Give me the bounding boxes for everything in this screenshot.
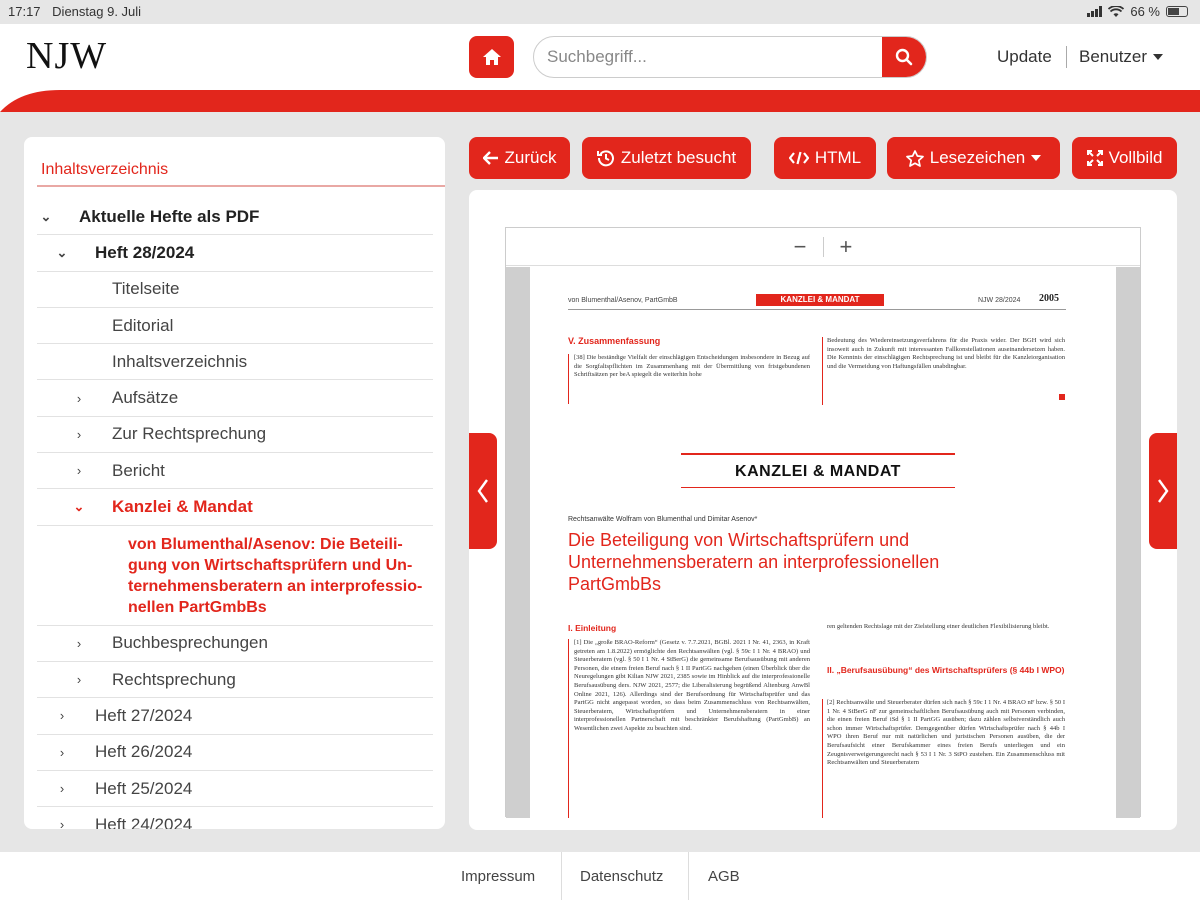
column-rule [822, 337, 823, 405]
paragraph-rule [568, 354, 569, 404]
toc-item-inhaltsverzeichnis[interactable] [37, 344, 433, 380]
search-button[interactable] [882, 37, 926, 77]
toc-item-heft-26[interactable] [37, 735, 433, 771]
paragraph-38: [38] Die beständige Vielfalt der einschlägigen Entscheidungen insbesondere in Bezug auf die Sorgfaltspflichten im Zusammenhang mit der Übermittlung von fristgebundenen Schriftsätzen per beA spiegelt die weiterhin hohe [574, 354, 810, 379]
caret-down-icon [1031, 155, 1041, 161]
wifi-icon [1108, 6, 1124, 18]
paragraph-38-continued: Bedeutung des Wiedereinsetzungsverfahrens für die Praxis wider. Der BGH wird sich insoweit auch in Zukunft mit interessanten Fallkonstellationen auseinandersetzen haben. Die Kenntnis der einschlägigen Rechtsprechung ist und bleibt für die Kanzleiorganisation und die Vermeidung von Haftungsfällen unabdingbar. [827, 337, 1065, 370]
pdf-page[interactable] [530, 267, 1116, 818]
chevron-right-icon: › [76, 635, 82, 651]
toc-item-heft-25[interactable] [37, 771, 433, 807]
user-menu-label: Benutzer [1079, 47, 1148, 66]
expand-icon [1087, 150, 1103, 166]
toc-tree [37, 199, 433, 829]
next-page-button[interactable] [1149, 433, 1177, 549]
code-icon [789, 151, 809, 165]
toc-item-label: Heft 24/2024 [95, 814, 193, 829]
chevron-down-icon: ⌄ [73, 499, 85, 515]
article-title: Die Beteiligung von Wirtschaftsprüfern und Unternehmensberatern an interprofessionellen PartGmbBs [568, 530, 940, 594]
toc-item-label: Aufsätze [112, 388, 179, 408]
home-button[interactable] [469, 36, 514, 78]
recent-button[interactable] [582, 137, 751, 179]
page-number: 2005 [1039, 293, 1059, 304]
chevron-down-icon: ⌄ [56, 244, 68, 260]
header-divider [1066, 46, 1067, 68]
chevron-right-icon [1157, 478, 1169, 504]
toc-item-label: Heft 27/2024 [95, 705, 193, 725]
status-time: 17:17 [8, 4, 41, 19]
rubric-title: KANZLEI & MANDAT [735, 463, 901, 480]
paragraph-1-continued: ren geltenden Rechtslage mit der Zielstellung einer deutlichen Flexibilisierung bleibt. [827, 623, 1050, 630]
pdf-gutter-left [506, 267, 530, 818]
toc-item-current-article[interactable] [37, 526, 433, 626]
bookmarks-button[interactable] [887, 137, 1060, 179]
toc-item-label: Editorial [112, 315, 174, 335]
zoom-divider [823, 237, 824, 257]
chevron-right-icon: › [76, 426, 82, 442]
signal-icon [1087, 6, 1102, 17]
back-button[interactable] [469, 137, 570, 179]
fullscreen-button[interactable] [1072, 137, 1177, 179]
paragraph-2: [2] Rechtsanwälte und Steuerberater dürfen sich nach § 59c I 1 Nr. 4 BRAO nF bzw. § 50 I 1 Nr. 4 StBerG nF zur gemeinschaftlichen Berufsausübung auch mit Personen verbinden, die einen freien Beruf iSd § 1 II PartGG ausüben; dazu zählen selbstverständlich auch schon immer Wirtschaftsprüfer. Demgegenüber dürfen Wirtschaftsprüfer nach § 44b I WPO ihren Beruf nur mit natürlichen und juristischen Personen ausüben, die der Berufsaufsicht einer Berufskammer eines freien Berufs unterliegen und ein Zeugnisverweigerungsrecht nach § 53 I 1 Nr. 3 StPO zustehen. Ein Zusammenschluss mit Rechtsanwälten und Steuerberatern [827, 699, 1065, 767]
running-head-left: von Blumenthal/Asenov, PartGmbB [568, 297, 678, 304]
toc-item-label: Bericht [112, 460, 165, 480]
history-icon [597, 149, 615, 167]
app-header [0, 24, 1200, 92]
section-heading-1: I. Einleitung [568, 623, 617, 633]
toc-item-label: Aktuelle Hefte als PDF [79, 206, 260, 226]
end-mark [1059, 394, 1065, 400]
rubric-rule-top [681, 453, 955, 455]
toc-item-bericht[interactable] [37, 453, 433, 489]
status-bar [0, 0, 1200, 24]
zoom-bar [506, 228, 1140, 266]
toc-title: Inhaltsverzeichnis [41, 161, 169, 178]
toc-item-label: von Blumenthal/Asenov: Die Beteili-gung von Wirtschaftsprüfern und Un-ternehmensberatern an interprofessio-nellen PartGmbBs [128, 535, 423, 616]
footer-link-datenschutz[interactable]: Datenschutz [580, 868, 664, 885]
toc-item-label: Titelseite [112, 279, 180, 299]
back-button-label: Zurück [504, 148, 557, 167]
pdf-frame [505, 227, 1141, 817]
bookmarks-button-label: Lesezeichen [929, 148, 1026, 167]
chevron-right-icon: › [76, 463, 82, 479]
search-input[interactable] [534, 37, 884, 77]
footer-link-impressum[interactable]: Impressum [461, 868, 536, 885]
toc-item-label: Heft 28/2024 [95, 242, 195, 262]
star-icon [906, 150, 924, 167]
footer-link-agb[interactable]: AGB [708, 868, 740, 885]
toc-item-label: Heft 26/2024 [95, 742, 193, 762]
section-heading-v: V. Zusammenfassung [568, 336, 661, 346]
paragraph-1: [1] Die „große BRAO-Reform“ (Gesetz v. 7.7.2021, BGBl. 2021 I Nr. 41, 2363, in Kraft getreten am 1.8.2022) ermöglichte den Rechtsanwälten (vgl. § 59c I 1 Nr. 4 BRAO) und Steuerberatern (vgl. § 50 I 1 Nr. 4 StBerG) die gemeinsame Berufsausübung mit anderen Personen, die einem freien Beruf nach § 1 II PartGG nachgehen (einen Überblick über die Neuregelungen gibt Kilian NJW 2021, 2385 sowie im Hinblick auf die interprofessionelle Berufsausübung ders. NJW 2021, 2577; die Liberalisierung begrüßend Altenburg AnwBl Online 2021, 126). Allerdings sind der Berufsordnung für Wirtschaftsprüfer und das PartGG nicht angepasst worden, so dass beim Zusammenschluss von Rechtsanwälten, Steuerberatern, Wirtschaftsprüfern und Unternehmensberatern in einer interprofessionellen Partnerschaft mit beschränkter Berufshaftung (PartGmbB) an Wesentlichen zwei Aspekte zu beachten sind. [574, 639, 810, 732]
user-menu[interactable] [1079, 47, 1163, 67]
paragraph-rule [822, 699, 823, 818]
article-authors: Rechtsanwälte Wolfram von Blumenthal und Dimitar Asenov* [568, 516, 758, 523]
toc-item-heft-28[interactable] [37, 235, 433, 271]
footer [0, 852, 1200, 900]
status-date: Dienstag 9. Juli [52, 4, 142, 19]
toc-item-rechtsprechung[interactable] [37, 662, 433, 698]
toc-item-label: Heft 25/2024 [95, 778, 193, 798]
update-link[interactable]: Update [997, 47, 1052, 66]
search-icon [895, 48, 913, 66]
pdf-gutter-right [1116, 267, 1140, 818]
toc-item-label: Buchbesprechungen [112, 633, 268, 653]
header-red-swoosh [0, 90, 1200, 112]
pdf-viewer-panel [469, 190, 1177, 830]
caret-down-icon [1153, 54, 1163, 60]
njw-logo[interactable]: NJW [26, 35, 108, 77]
footer-divider [561, 852, 562, 900]
toc-item-kanzlei-mandat[interactable] [37, 489, 433, 525]
search-box [533, 36, 927, 78]
chevron-right-icon: › [59, 817, 65, 829]
battery-icon [1166, 6, 1188, 17]
zoom-out-button[interactable]: − [793, 233, 807, 259]
chevron-down-icon: ⌄ [40, 208, 52, 224]
toc-item-titelseite[interactable] [37, 272, 433, 308]
paragraph-rule [568, 639, 569, 818]
toc-item-aktuelle-hefte[interactable] [37, 199, 433, 235]
toc-item-label: Zur Rechtsprechung [112, 424, 267, 444]
toc-item-label: Inhaltsverzeichnis [112, 351, 248, 371]
section-heading-2: II. „Berufsausübung“ des Wirtschaftsprüfers (§ 44b I WPO) [827, 665, 1065, 675]
running-head-right: NJW 28/2024 [978, 297, 1021, 304]
toc-item-buchbesprechungen[interactable] [37, 626, 433, 662]
arrow-left-icon [483, 151, 499, 165]
toc-item-label: Rechtsprechung [112, 669, 236, 689]
running-head-tag: KANZLEI & MANDAT [756, 294, 884, 306]
toc-item-label: Kanzlei & Mandat [112, 497, 253, 517]
html-button-label: HTML [814, 148, 862, 167]
zoom-in-button[interactable]: + [839, 233, 853, 259]
toc-sidebar [24, 137, 445, 829]
chevron-left-icon [477, 478, 489, 504]
rubric-rule-bottom [681, 487, 955, 488]
toc-item-heft-27[interactable] [37, 698, 433, 734]
home-icon [482, 48, 502, 66]
toc-title-divider [37, 185, 445, 187]
fullscreen-button-label: Vollbild [1108, 148, 1163, 167]
chevron-right-icon: › [59, 781, 65, 796]
toc-item-aufsaetze[interactable] [37, 380, 433, 416]
chevron-right-icon: › [76, 390, 82, 406]
previous-page-button[interactable] [469, 433, 497, 549]
chevron-right-icon: › [59, 744, 65, 760]
chevron-right-icon: › [59, 708, 65, 724]
battery-percent: 66 % [1130, 4, 1160, 19]
running-head-rule [568, 309, 1066, 310]
toc-item-rechtsprechung-zur[interactable] [37, 417, 433, 453]
recent-button-label: Zuletzt besucht [620, 148, 737, 167]
html-button[interactable] [774, 137, 876, 179]
footer-divider [688, 852, 689, 900]
toc-item-heft-24[interactable] [37, 807, 433, 829]
chevron-right-icon: › [76, 672, 82, 688]
toc-item-editorial[interactable] [37, 308, 433, 344]
